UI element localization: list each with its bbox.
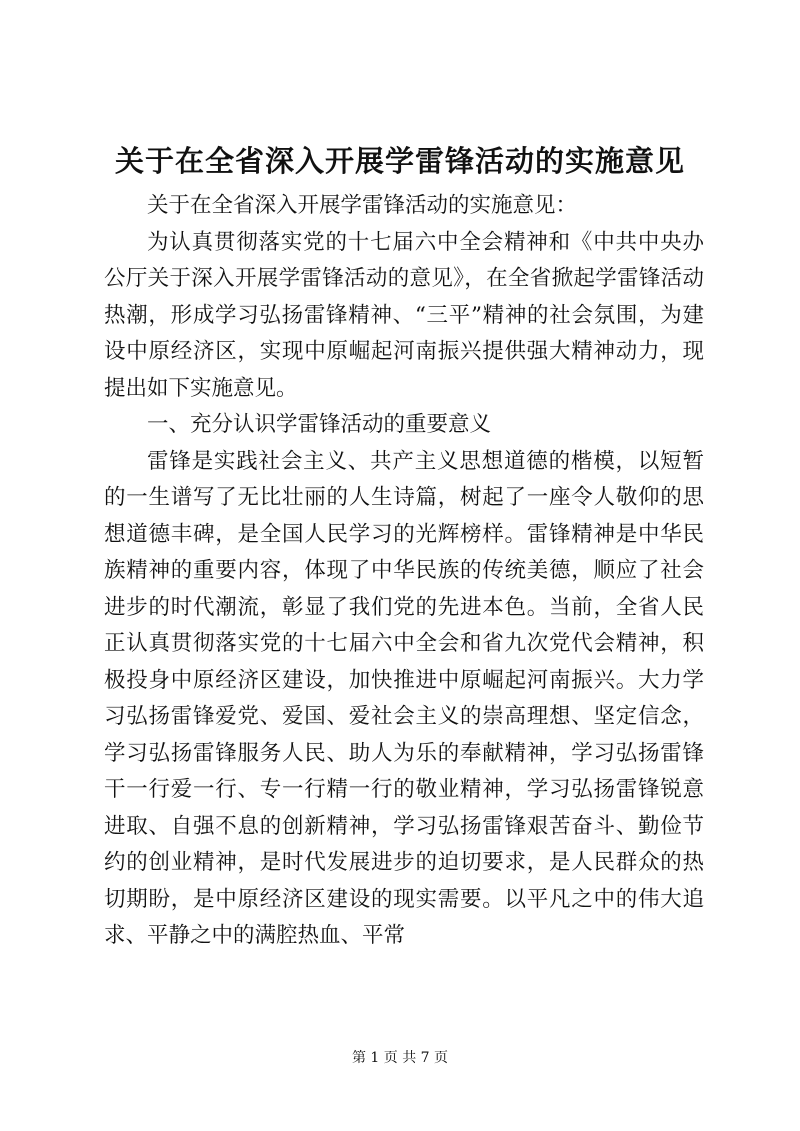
paragraph-significance: 雷锋是实践社会主义、共产主义思想道德的楷模，以短暂的一生谱写了无比壮丽的人生诗篇，树起了一座令人敬仰的思想道德丰碑，是全国人民学习的光辉榜样。雷锋精神是中华民族精神的重要内容，体现了中华民族的传统美德，顺应了社会进步的时代潮流，彰显了我们党的先进本色。当前，全省人民正认真贯彻落实党的十七届六中全会和省九次党代会精神，积极投身中原经济区建设，加快推进中原崛起河南振兴。大力学习弘扬雷锋爱党、爱国、爱社会主义的崇高理想、坚定信念，学习弘扬雷锋服务人民、助人为乐的奉献精神，学习弘扬雷锋干一行爱一行、专一行精一行的敬业精神，学习弘扬雷锋锐意进取、自强不息的创新精神，学习弘扬雷锋艰苦奋斗、勤俭节约的创业精神，是时代发展进步的迫切要求，是人民群众的热切期盼，是中原经济区建设的现实需要。以平凡之中的伟大追求、平静之中的满腔热血、平常 <box>104 448 704 948</box>
document-title: 关于在全省深入开展学雷锋活动的实施意见 <box>114 144 685 178</box>
page-number-footer: 第 1 页 共 7 页 <box>351 1050 449 1066</box>
document-body <box>104 188 704 955</box>
section-heading-1: 一、充分认识学雷锋活动的重要意义 <box>147 412 492 437</box>
paragraph-salutation: 关于在全省深入开展学雷锋活动的实施意见： <box>147 193 578 218</box>
paragraph-intro: 为认真贯彻落实党的十七届六中全会精神和《中共中央办公厅关于深入开展学雷锋活动的意见》，在全省掀起学雷锋活动热潮，形成学习弘扬雷锋精神、“三平”精神的社会氛围，为建设中原经济区，实现中原崛起河南振兴提供强大精神动力，现提出如下实施意见。 <box>104 229 704 401</box>
